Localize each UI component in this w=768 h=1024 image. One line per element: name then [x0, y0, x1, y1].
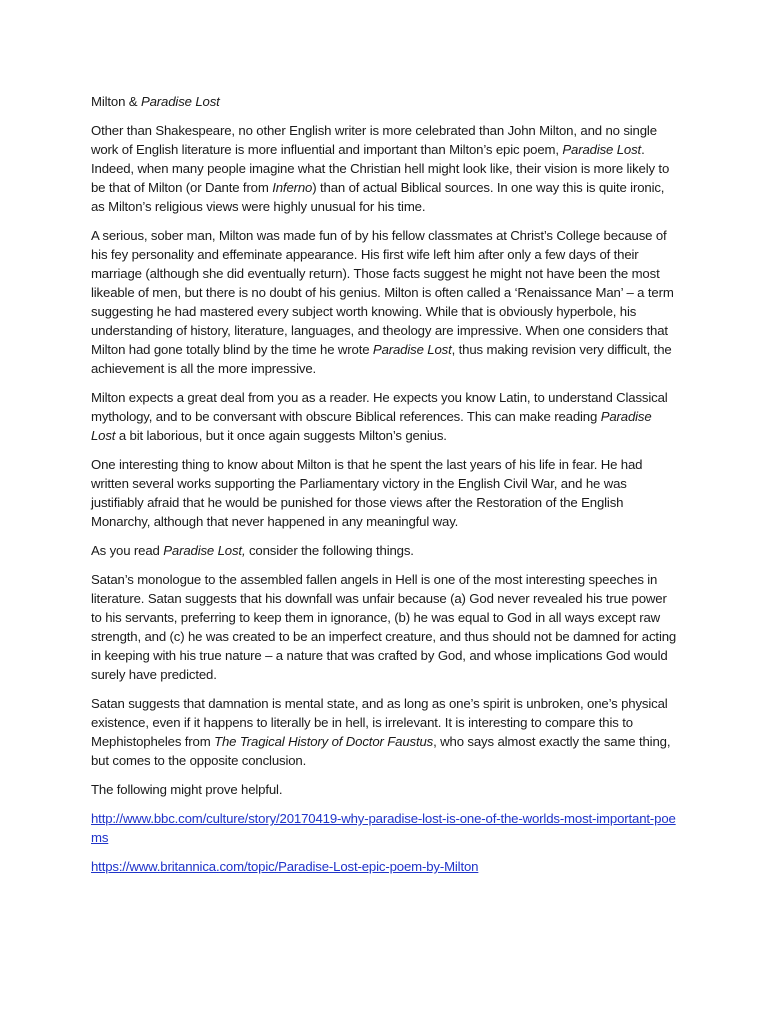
paragraph-text: Satan suggests that damnation is mental state, and as long as one’s spirit is unbroken, one’s physical existence, even if it happens to literally be in hell, is irrelevant. It is interesting to compare this to Mephistopheles from	[91, 696, 668, 749]
italic-title: Inferno	[272, 180, 313, 195]
italic-title: Paradise Lost	[372, 342, 452, 357]
paragraph-text: A serious, sober man, Milton was made fun of by his fellow classmates at Christ’s College because of his fey personality and effeminate appearance. His first wife left him after only a few days of their marriage (although she did eventually return). Those facts suggest he might not have been the most likeable of men, but there is no doubt of his genius. Milton is often called a ‘Renaissance Man’ – a term suggesting he had mastered every subject worth knowing. While that is obviously hyperbole, his understanding of history, literature, languages, and theology are impressive. When one considers that Milton had gone totally blind by the time he wrote	[91, 228, 674, 357]
paragraph-text: a bit laborious, but it once again suggests Milton’s genius.	[115, 428, 447, 443]
paragraph-damnation	[91, 694, 679, 770]
paragraph-text: consider the following things.	[245, 543, 414, 558]
link-paragraph-bbc	[91, 809, 679, 847]
italic-title: Paradise Lost,	[163, 543, 246, 558]
paragraph-text: As you read	[91, 543, 164, 558]
bbc-link[interactable]: http://www.bbc.com/culture/story/20170419-why-paradise-lost-is-one-of-the-worlds-most-important-poems	[91, 811, 676, 845]
document-title	[91, 92, 679, 111]
title-author: Milton	[91, 94, 126, 109]
link-paragraph-britannica	[91, 857, 679, 876]
paragraph-text: One interesting thing to know about Milton is that he spent the last years of his life in fear. He had written several works supporting the Parliamentary victory in the English Civil War, and he was justifiably afraid that he would be punished for those views after the Restoration of the English Monarchy, although that never happened in any meaningful way.	[91, 457, 643, 529]
title-ampersand: &	[125, 94, 141, 109]
paragraph-text: Other than Shakespeare, no other English writer is more celebrated than John Milton, and no single work of English literature is more influential and important than Milton’s epic poem,	[91, 123, 657, 157]
paragraph-satan-monologue	[91, 570, 679, 684]
title-work: Paradise Lost	[140, 94, 220, 109]
paragraph-as-you-read	[91, 541, 679, 560]
paragraph-text: , thus making revision very difficult, the achievement is all the more impressive.	[91, 342, 672, 376]
italic-title: The Tragical History of Doctor Faustus	[214, 734, 434, 749]
paragraph-text: Satan’s monologue to the assembled fallen angels in Hell is one of the most interesting speeches in literature. Satan suggests that his downfall was unfair because (a) God never revealed his true power to his servants, preferring to keep them in ignorance, (b) he was equal to God in all ways except raw strength, and (c) he was created to be an imperfect creature, and thus should not be damned for acting in keeping with his true nature – a nature that was crafted by God, and whose implications God would surely have predicted.	[91, 572, 677, 682]
italic-title: Paradise Lost	[91, 409, 652, 443]
paragraph-text: Milton expects a great deal from you as a reader. He expects you know Latin, to understand Classical mythology, and to be conversant with obscure Biblical references. This can make reading	[91, 390, 668, 424]
document-page	[91, 92, 679, 886]
paragraph-reader-expectations	[91, 388, 679, 445]
paragraph-text: The following might prove helpful.	[91, 782, 283, 797]
paragraph-helpful	[91, 780, 679, 799]
britannica-link[interactable]: https://www.britannica.com/topic/Paradise-Lost-epic-poem-by-Milton	[91, 859, 479, 874]
paragraph-biography	[91, 226, 679, 378]
paragraph-text: , who says almost exactly the same thing, but comes to the opposite conclusion.	[91, 734, 671, 768]
paragraph-intro	[91, 121, 679, 216]
italic-title: Paradise Lost	[562, 142, 642, 157]
paragraph-text: ) than of actual Biblical sources. In one way this is quite ironic, as Milton’s religious views were highly unusual for his time.	[91, 180, 665, 214]
paragraph-later-life	[91, 455, 679, 531]
paragraph-text: . Indeed, when many people imagine what the Christian hell might look like, their vision is more likely to be that of Milton (or Dante from	[91, 142, 670, 195]
